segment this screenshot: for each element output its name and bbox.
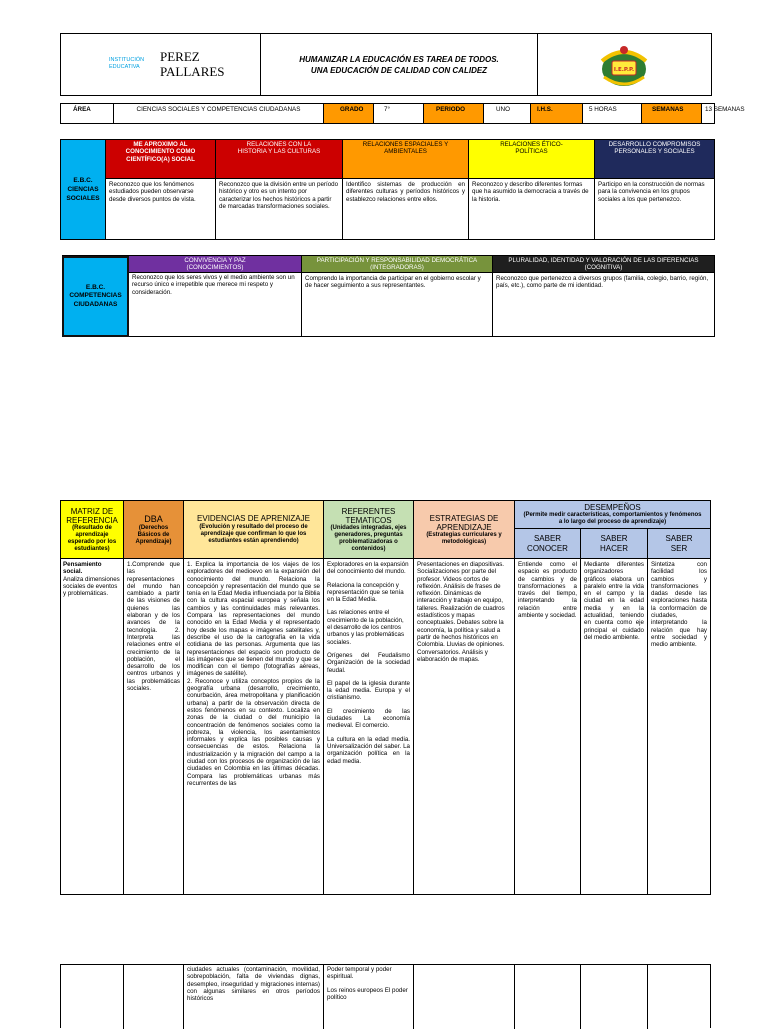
ebc-header-compromisos: DESARROLLO COMPROMISOS PERSONALES Y SOCIALES — [595, 140, 714, 179]
continuation-cell-referentes — [324, 965, 414, 1029]
matrix-cell-referentes — [324, 559, 414, 894]
continuation-cell-matriz — [61, 965, 124, 1029]
institution-name: PEREZ PALLARES — [160, 49, 225, 79]
ebc-cell-cientifico: Reconozco que los fenómenos estudiados pueden observarse desde diversos puntos de vista. — [106, 179, 216, 239]
header-block — [60, 33, 712, 96]
ihs-value: 5 HORAS — [583, 104, 642, 123]
motto-line-1: HUMANIZAR LA EDUCACIÓN ES TAREA DE TODOS. — [299, 54, 499, 64]
matrix-header-desempenos: DESEMPEÑOS (Permite medir características, comportamientos y fenómenos a lo largo del proceso de aprendizaje) — [515, 501, 710, 529]
continuation-cell-saber-ser — [648, 965, 710, 1029]
referente-item: Poder temporal y poder espiritual. — [327, 966, 392, 981]
matrix-header-evidencias: EVIDENCIAS DE APRENIZAJE (Evolución y resultado del proceso de aprendizaje que confirman lo que los estudiantes están aprendiendo) — [184, 501, 324, 559]
continuation-cell-saber-hacer — [581, 965, 648, 1029]
ebc-header-historia: RELACIONES CON LA HISTORIA Y LAS CULTURAS — [216, 140, 343, 179]
motto-cell — [261, 34, 538, 95]
referente-item: Exploradores en la expansión del conocimiento del mundo. — [327, 561, 409, 576]
competencias-header-convivencia: CONVIVENCIA Y PAZ (CONOCIMIENTOS) — [129, 256, 302, 273]
referente-item: Los reinos europeos El poder político — [327, 986, 408, 1001]
matrix-cell-matriz: Pensamiento social. Analiza dimensiones sociales de eventos y problemáticas. — [61, 559, 124, 894]
referente-item: Orígenes del Feudalismo Organización de la sociedad feudal. — [327, 651, 410, 674]
motto-line-2: UNA EDUCACIÓN DE CALIDAD CON CALIDEZ — [310, 65, 488, 75]
matrix-cell-dba: 1.Comprende que las representaciones del mundo han cambiado a partir de las visiones de quienes las elaboran y de los avances de la tecnología. 2. Interpreta las relaciones entre el crecimiento de la población, el desarrollo de los centros urbanos y las problemáticas sociales. — [124, 559, 184, 894]
continuation-table — [60, 964, 711, 1028]
referente-item: El crecimiento de las ciudades La economía medieval. El comercio. — [327, 707, 410, 730]
ihs-label: I.H.S. — [531, 104, 583, 123]
ebc-table — [60, 139, 715, 240]
ebc-cell-etico: Reconozco y describo diferentes formas que ha asumido la democracia a través de la historia. — [469, 179, 595, 239]
ebc-cell-espaciales: Identifico sistemas de producción en diferentes culturas y períodos históricos y establezco relaciones entre ellos. — [343, 179, 469, 239]
matrix-header-saber-hacer: SABER HACER — [581, 529, 648, 559]
institution-small-label: INSTITUCIÓN EDUCATIVA — [109, 57, 145, 70]
ebc-header-etico: RELACIONES ÉTICO-POLÍTICAS — [469, 140, 595, 179]
area-value: CIENCIAS SOCIALES Y COMPETENCIAS CIUDADANAS — [114, 104, 324, 123]
continuation-cell-evidencias: ciudades actuales (contaminación, movilidad, sobrepoblación, falta de viviendas dignas, desempleo, inseguridad y migraciones internas) con algunas similares en otros períodos históricos — [184, 965, 324, 1029]
referente-item: Relaciona la concepción y representación que se tenía en la Edad Media. — [327, 581, 404, 604]
matrix-cell-estrategias: Presentaciones en diapositivas. Socializaciones por parte del profesor. Videos cortos de reflexión. Análisis de frases de reflexión. Dinámicas de interacción y trabajo en equipo, talleres. Realización de cuadros estadísticos y mapas conceptuales. Debates sobre la economía, la política y salud a partir de hechos históricos en Colombia. Lluvias de opiniones. Conversatorios. Análisis y elaboración de mapas. — [414, 559, 515, 894]
matrix-header-saber-ser: SABER SER — [648, 529, 710, 559]
info-row — [60, 103, 745, 124]
grado-value: 7° — [374, 104, 424, 123]
referente-item: Las relaciones entre el crecimiento de la población, el desarrollo de los centros urbanos y las problemáticas sociales. — [327, 609, 405, 646]
periodo-value: UNO — [484, 104, 531, 123]
continuation-cell-dba — [124, 965, 184, 1029]
competencias-cell-pluralidad: Reconozco que pertenezco a diversos grupos (familia, colegio, barrio, región, país, etc.), como parte de mi identidad. — [496, 275, 709, 290]
matrix-header-referentes: REFERENTES TEMATICOS (Unidades integradas, ejes generadores, preguntas problematizadoras o contenidos) — [324, 501, 414, 559]
ebc-label: E.B.C. CIENCIAS SOCIALES — [61, 140, 106, 239]
matrix-cell-evidencias: 1. Explica la importancia de los viajes de los exploradores del medioevo en la expansión del conocimiento del mundo. Relaciona la concepción y representación del mundo que se tenía en la Edad Media influenciada por la Biblia con la cultura espacial europea y señala los cambios y las continuidades más relevantes. Compara las representaciones del mundo conocido en la Edad Media y el representado hoy desde los mapas e imágenes satelitales y, describe el uso de la cartografía en la vida cotidiana de las personas. Argumenta que las representaciones del espacio son producto de las imágenes que se tienen del mundo y que se modifican con el tiempo (fotografías aéreas, imágenes de satélite). 2. Reconoce y utiliza conceptos propios de la geografía urbana (desarrollo, crecimiento, conurbación, área metropolitana y planificación urbana) a partir de la observación directa de estos fenómenos en su contexto. Localiza en zonas de la ciudad o del municipio la concentración de fenómenos sociales como la pobreza, la violencia, los asentamientos informales y explica las posibles causas y consecuencias de estos. Relaciona la industrialización y la migración del campo a la ciudad con los procesos de organización de las ciudades en Colombia en las últimas décadas. Compara las problemáticas urbanas más recurrentes de las — [184, 559, 324, 894]
semanas-value: 13 SEMANAS — [705, 106, 745, 113]
matrix-cell-saber-hacer: Mediante diferentes organizadores gráficos elabora un paralelo entre la vida en el campo y la ciudad en la edad media y en la actualidad, teniendo en cuenta como eje principal el cuidado del medio ambiente. — [581, 559, 648, 894]
referente-item: El papel de la iglesia durante la edad media. Europa y el cristianismo. — [327, 679, 410, 702]
competencias-cell-convivencia: Reconozco que los seres vivos y el medio ambiente son un recurso único e irrepetible que merece mi respeto y consideración. — [129, 273, 302, 337]
competencias-table — [62, 255, 715, 337]
logo-cell — [538, 34, 712, 95]
grado-label: GRADO — [324, 104, 374, 123]
competencias-label: E.B.C. COMPETENCIAS CIUDADANAS — [62, 256, 129, 337]
ebc-header-cientifico: ME APROXIMO AL CONOCIMIENTO COMO CIENTÍFICO(A) SOCIAL — [106, 140, 216, 179]
continuation-cell-saber-conocer — [515, 965, 581, 1029]
competencias-header-pluralidad: PLURALIDAD, IDENTIDAD Y VALORACIÓN DE LAS DIFERENCIAS (COGNITIVA) — [493, 256, 714, 273]
svg-text:I.E.P.P.: I.E.P.P. — [613, 67, 635, 73]
competencias-cell-participacion: Comprendo la importancia de participar en el gobierno escolar y de hacer seguimiento a sus representantes. — [302, 273, 493, 337]
referente-item: La cultura en la edad media. Universalización del saber. La organización política en la edad media. — [327, 735, 410, 765]
continuation-cell-estrategias — [414, 965, 515, 1029]
matrix-cell-saber-conocer: Entiende como el espacio es producto de cambios y de transformaciones a través del tiempo, interpretando la relación entre ambiente y sociedad. — [515, 559, 581, 894]
institution-cell — [61, 34, 261, 95]
matrix-table — [60, 500, 711, 895]
periodo-label: PERIODO — [424, 104, 484, 123]
ebc-header-espaciales: RELACIONES ESPACIALES Y AMBIENTALES — [343, 140, 469, 179]
matrix-header-matriz: MATRIZ DE REFERENCIA (Resultado de aprendizaje esperado por los estudiantes) — [61, 501, 124, 559]
matrix-cell-saber-ser: Sintetiza con facilidad los cambios y transformaciones dadas desde las exploraciones hasta la conformación de ciudades, interpretando la relación que hay entre sociedad y medio ambiente. — [651, 561, 707, 649]
school-crest-icon — [596, 39, 652, 91]
ebc-cell-compromisos: Participo en la construcción de normas para la convivencia en los grupos sociales a los que pertenezco. — [598, 181, 705, 203]
area-label: ÁREA — [61, 104, 114, 123]
semanas-label: SEMANAS — [642, 104, 702, 123]
matrix-header-dba: DBA (Derechos Básicos de Aprendizaje) — [124, 501, 184, 559]
matrix-header-saber-conocer: SABER CONOCER — [515, 529, 581, 559]
matrix-header-estrategias: ESTRATEGIAS DE APRENDIZAJE (Estrategias curriculares y metodológicas) — [414, 501, 515, 559]
competencias-header-participacion: PARTICIPACIÓN Y RESPONSABILIDAD DEMOCRÁTICA (INTEGRADORAS) — [302, 256, 493, 273]
ebc-cell-historia: Reconozco que la división entre un período histórico y otro es un intento por caracterizar los hechos históricos a partir de marcadas transformaciones sociales. — [216, 179, 343, 239]
